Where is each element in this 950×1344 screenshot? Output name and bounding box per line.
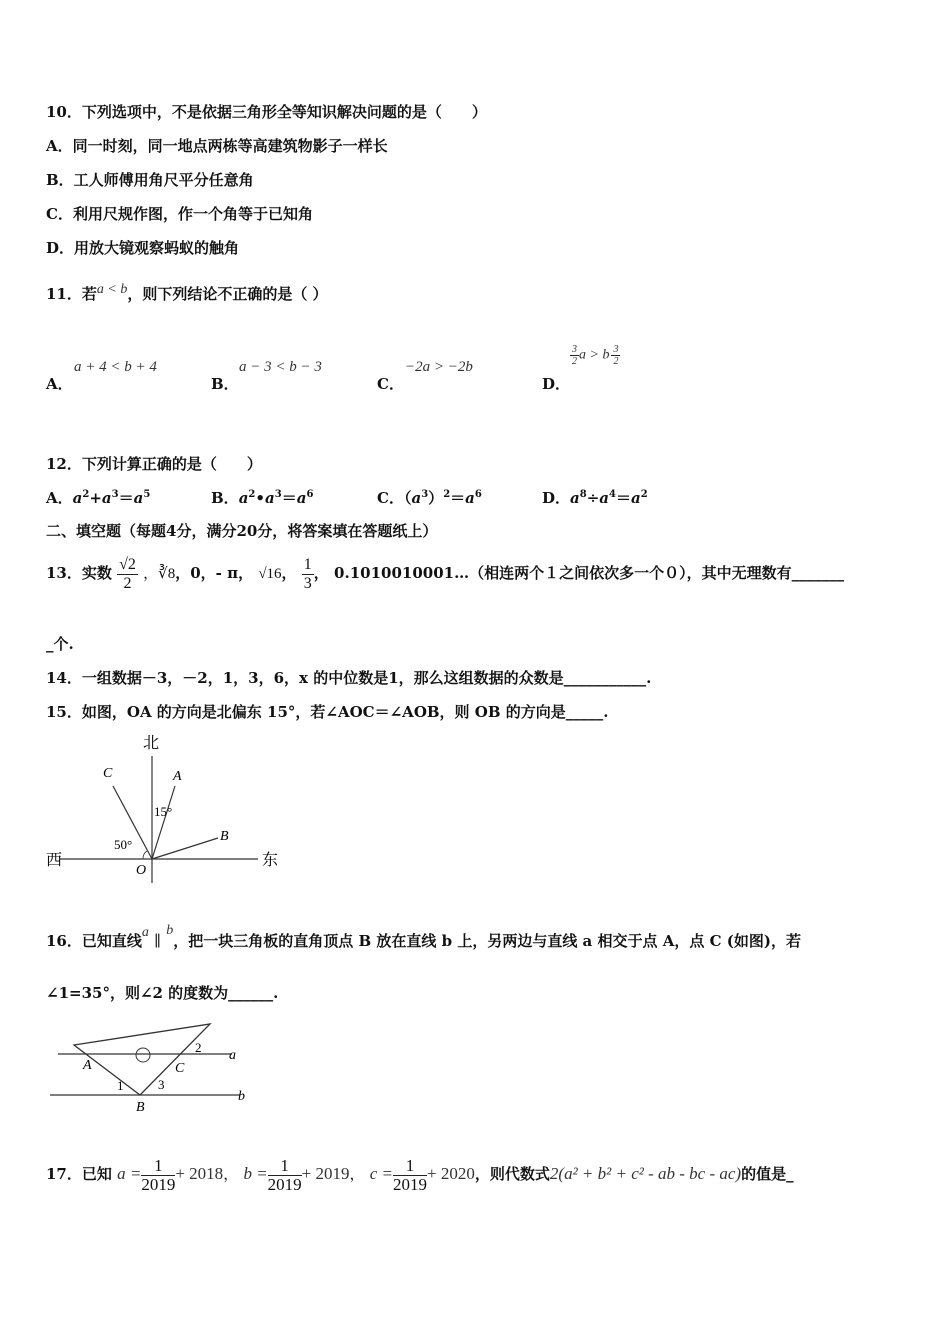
q15-point-a: A [173, 769, 182, 784]
q16-stem: 16．已知直线a ∥ b，把一块三角板的直角顶点 B 放在直线 b 上，另两边与直线 a 相交于点 A，点 C (如图)，若 [46, 923, 801, 950]
q15-point-b: B [220, 829, 229, 844]
q15-compass-figure [40, 728, 290, 888]
q12-option-b: B．$a^2•a^3=a^6$ [211, 489, 314, 507]
q13-sqrt16: √16 [258, 566, 282, 582]
q16-angle-3: 3 [158, 1077, 165, 1092]
section-2-heading: 二、填空题（每题4分，满分20分，将答案填在答题纸上） [46, 522, 438, 540]
q11-expr-a: a + 4 < b + 4 [74, 359, 157, 375]
q11-expr-c: −2a > −2b [405, 359, 473, 375]
q15-stem: 15．如图，OA 的方向是北偏东 15°，若∠AOC＝∠AOB，则 OB 的方向是_____. [46, 703, 609, 721]
q15-west-label: 西 [46, 852, 63, 869]
q11-label-a: A． [46, 375, 73, 393]
q15-point-o: O [136, 863, 147, 878]
q11-expr-b: a − 3 < b − 3 [239, 359, 322, 375]
q15-ray-ob [152, 838, 218, 859]
q16-line-2: ∠1=35°，则∠2 的度数为______. [46, 984, 279, 1002]
q12-option-d: D．$a^8\div a^4=a^2$ [542, 489, 648, 507]
q11-expr-d: $\frac{3}{2}$ a > b $\frac{3}{2}$ [572, 344, 619, 367]
q14-stem: 14．一组数据－3，－2，1，3，6，x 的中位数是1，那么这组数据的众数是___________. [46, 669, 652, 687]
q16-triangle-figure [40, 1015, 270, 1120]
q16-point-b: B [136, 1100, 145, 1115]
q15-ray-oa [152, 786, 175, 859]
q11-label-b: B． [211, 375, 239, 393]
q15-north-label: 北 [143, 735, 160, 752]
q15-angle-50: 50° [114, 837, 133, 852]
q10-option-c: C．利用尺规作图，作一个角等于已知角 [46, 205, 313, 223]
q10-option-d: D．用放大镜观察蚂蚁的触角 [46, 239, 240, 257]
q11-stem: 11．若a < b，则下列结论不正确的是（ ） [46, 282, 328, 303]
q15-point-c: C [103, 766, 113, 781]
q13-line: 13．实数 $\frac{√2}{2}$ ，∛8，0，- π， √16， $\frac{1}{3}$ ， 0.1010010001…（相连两个１之间依次多一个０），其中无理数有_______ [46, 555, 845, 592]
q16-circle-mark [136, 1048, 150, 1062]
q16-triangle [74, 1024, 210, 1095]
q15-angle-arc [143, 851, 147, 859]
q10-option-a: A．同一时刻，同一地点两栋等高建筑物影子一样长 [46, 137, 388, 155]
q11-stem-math: a < b [96, 282, 128, 297]
q11-label-d: D． [542, 375, 571, 393]
q12-option-a: A．$a^2+a^3=a^5$ [46, 489, 151, 507]
q10-option-b: B．工人师傅用角尺平分任意角 [46, 171, 254, 189]
q13-cbrt8: ∛8 [158, 566, 176, 582]
q13-sqrt2-over-2: $\frac{√2}{2}$ [119, 555, 136, 592]
q17-line: 17．已知 a = $\frac{1}{2019}$ + 2018， b = $\frac{1}{2019}$ + 2019， c = $\frac{1}{2019}$ + 2020，则代数式2(a² + b² + c² - ab - bc - ac)的值是_ [46, 1155, 794, 1194]
q17-expression: 2(a² + b² + c² - ab - bc - ac) [549, 1164, 742, 1183]
q12-option-c: C．$(a^3)^2=a^6$ [377, 489, 482, 507]
q16-label-a: a [229, 1048, 236, 1063]
q15-east-label: 东 [262, 852, 279, 869]
q11-label-c: C． [377, 375, 404, 393]
q13-continuation: _个. [46, 635, 74, 653]
q16-point-a: A [83, 1058, 92, 1073]
q16-point-c: C [175, 1061, 185, 1076]
q13-one-third: $\frac{1}{3}$ [303, 555, 312, 592]
q16-label-b: b [238, 1089, 245, 1104]
q15-angle-15: 15° [154, 804, 173, 819]
q16-angle-2: 2 [195, 1040, 202, 1055]
q10-stem: 10．下列选项中，不是依据三角形全等知识解决问题的是（ ） [46, 103, 487, 121]
q12-stem: 12．下列计算正确的是（ ） [46, 455, 262, 473]
q16-angle-1: 1 [117, 1078, 124, 1093]
